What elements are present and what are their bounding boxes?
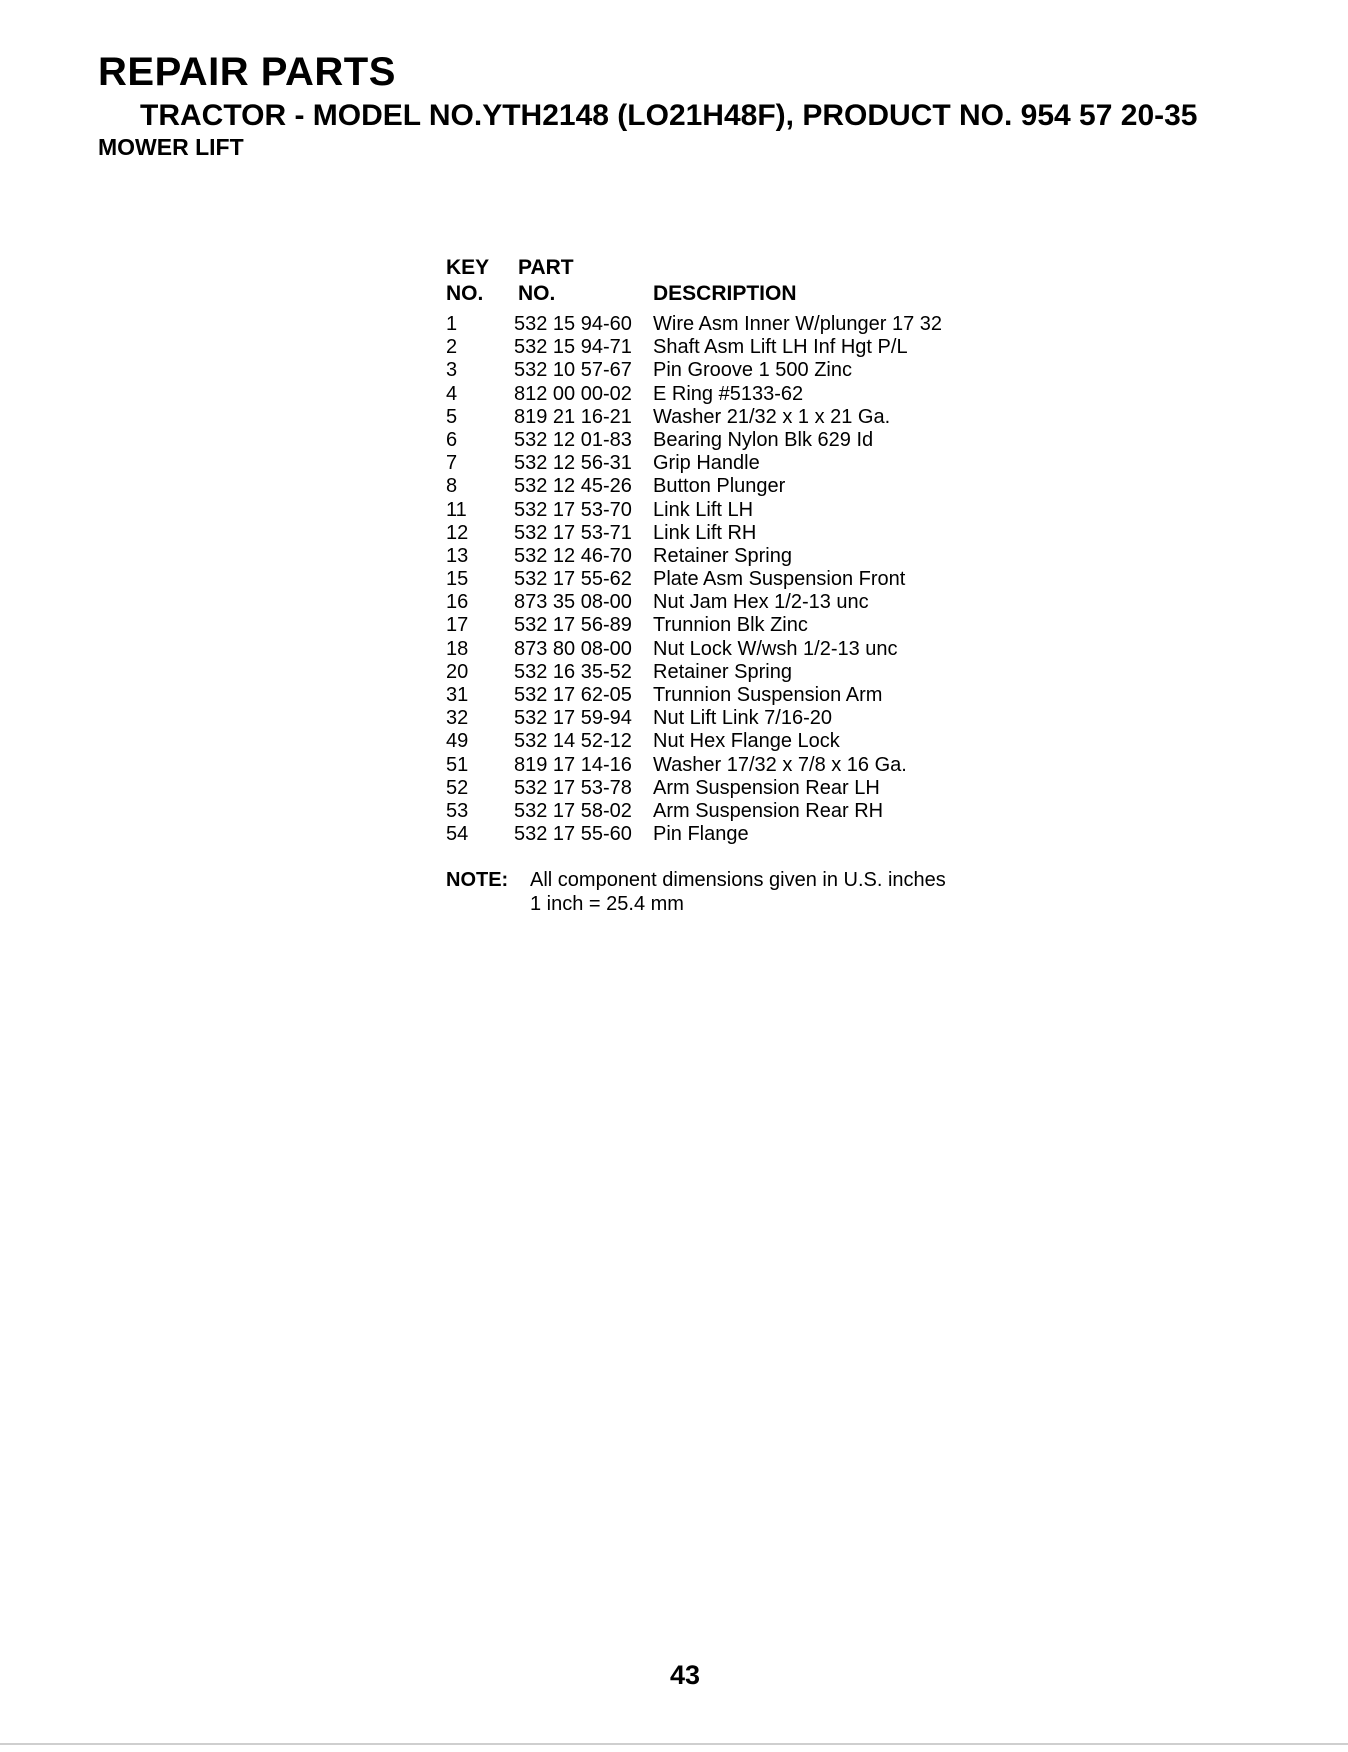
part-number: 532 12 01-83 bbox=[514, 428, 632, 451]
part-number: 532 17 58-02 bbox=[514, 799, 632, 822]
part-description: Trunnion Blk Zinc bbox=[653, 614, 808, 637]
note-conversion: 1 inch = 25.4 mm bbox=[530, 893, 684, 915]
key-number: 12 bbox=[446, 521, 469, 544]
part-description: Washer 21/32 x 1 x 21 Ga. bbox=[653, 405, 891, 428]
key-column-header-line2: NO. bbox=[446, 282, 484, 305]
key-number: 8 bbox=[446, 475, 458, 498]
key-number: 6 bbox=[446, 428, 458, 451]
part-description: Link Lift LH bbox=[653, 498, 754, 521]
part-description: E Ring #5133-62 bbox=[653, 382, 804, 405]
part-number: 532 12 56-31 bbox=[514, 452, 632, 475]
key-number: 4 bbox=[446, 382, 458, 405]
key-number: 3 bbox=[446, 359, 458, 382]
part-description: Nut Jam Hex 1/2-13 unc bbox=[653, 591, 869, 614]
key-number: 54 bbox=[446, 823, 469, 846]
note-text: All component dimensions given in U.S. inches bbox=[530, 869, 946, 891]
part-number: 532 14 52-12 bbox=[514, 730, 632, 753]
part-description: Arm Suspension Rear RH bbox=[653, 799, 884, 822]
part-description: Plate Asm Suspension Front bbox=[653, 568, 906, 591]
key-number: 52 bbox=[446, 776, 469, 799]
part-column-header-line1: PART bbox=[518, 256, 574, 279]
part-number: 532 17 53-78 bbox=[514, 776, 632, 799]
part-description: Arm Suspension Rear LH bbox=[653, 776, 880, 799]
part-number: 532 17 56-89 bbox=[514, 614, 632, 637]
part-number: 819 21 16-21 bbox=[514, 405, 632, 428]
part-number: 532 15 94-71 bbox=[514, 336, 632, 359]
part-description: Nut Hex Flange Lock bbox=[653, 730, 840, 753]
part-number: 532 10 57-67 bbox=[514, 359, 632, 382]
part-number: 819 17 14-16 bbox=[514, 753, 632, 776]
part-description: Bearing Nylon Blk 629 Id bbox=[653, 428, 874, 451]
part-number: 532 15 94-60 bbox=[514, 313, 632, 335]
part-description: Washer 17/32 x 7/8 x 16 Ga. bbox=[653, 753, 907, 776]
key-number: 51 bbox=[446, 753, 469, 776]
part-number: 812 00 00-02 bbox=[514, 382, 632, 405]
part-description: Trunnion Suspension Arm bbox=[653, 684, 883, 706]
part-description: Pin Groove 1 500 Zinc bbox=[653, 359, 852, 382]
part-description: Link Lift RH bbox=[653, 521, 757, 544]
part-description: Nut Lift Link 7/16-20 bbox=[653, 707, 832, 730]
part-number: 532 17 53-71 bbox=[514, 521, 632, 544]
key-number: 18 bbox=[446, 637, 469, 660]
part-description: Retainer Spring bbox=[653, 660, 792, 683]
part-description: Shaft Asm Lift LH Inf Hgt P/L bbox=[653, 336, 908, 359]
part-number: 873 35 08-00 bbox=[514, 591, 632, 614]
page-title: REPAIR PARTS bbox=[98, 50, 396, 94]
part-description: Pin Flange bbox=[653, 823, 749, 846]
part-number: 532 17 53-70 bbox=[514, 498, 632, 521]
part-description: Nut Lock W/wsh 1/2-13 unc bbox=[653, 637, 898, 660]
key-number: 20 bbox=[446, 660, 469, 683]
description-column-header: DESCRIPTION bbox=[653, 282, 797, 305]
key-number: 7 bbox=[446, 452, 458, 475]
key-number: 16 bbox=[446, 591, 469, 614]
part-description: Wire Asm Inner W/plunger 17 32 bbox=[653, 313, 943, 335]
part-number: 873 80 08-00 bbox=[514, 637, 632, 660]
note-label: NOTE: bbox=[446, 869, 509, 891]
key-number: 32 bbox=[446, 707, 469, 730]
part-number: 532 17 55-60 bbox=[514, 823, 632, 846]
key-number: 2 bbox=[446, 336, 458, 359]
part-description: Retainer Spring bbox=[653, 544, 792, 567]
key-number: 17 bbox=[446, 614, 469, 637]
bottom-rule bbox=[0, 1743, 1348, 1745]
key-column-header-line1: KEY bbox=[446, 256, 490, 279]
key-number: 31 bbox=[446, 684, 469, 706]
part-number: 532 17 62-05 bbox=[514, 684, 632, 706]
page-number: 43 bbox=[669, 1660, 701, 1690]
part-description: Grip Handle bbox=[653, 452, 760, 475]
part-description: Button Plunger bbox=[653, 475, 786, 498]
key-number: 11 bbox=[446, 498, 467, 521]
key-number: 1 bbox=[446, 313, 458, 335]
key-number: 5 bbox=[446, 405, 458, 428]
section-title: MOWER LIFT bbox=[98, 134, 244, 160]
key-number: 15 bbox=[446, 568, 469, 591]
part-number: 532 17 59-94 bbox=[514, 707, 632, 730]
model-heading: TRACTOR - MODEL NO.YTH2148 (LO21H48F), PRODUCT NO. 954 57 20-35 bbox=[140, 99, 1198, 132]
key-number: 53 bbox=[446, 799, 469, 822]
key-number: 49 bbox=[446, 730, 469, 753]
part-number: 532 12 46-70 bbox=[514, 544, 632, 567]
part-number: 532 12 45-26 bbox=[514, 475, 632, 498]
part-column-header-line2: NO. bbox=[518, 282, 556, 305]
part-number: 532 17 55-62 bbox=[514, 568, 632, 591]
key-number: 13 bbox=[446, 544, 469, 567]
part-number: 532 16 35-52 bbox=[514, 660, 632, 683]
